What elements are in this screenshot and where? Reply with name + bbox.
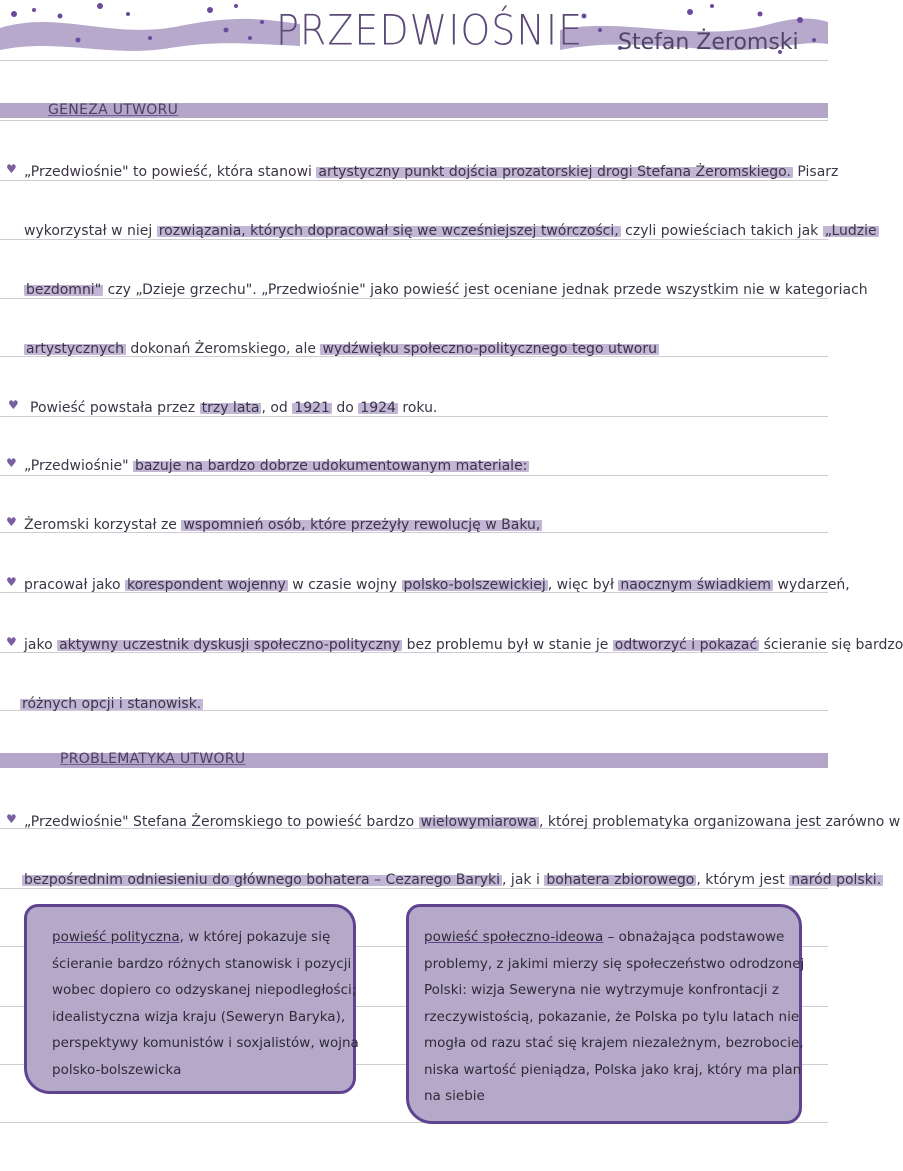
heart-bullet-icon: ♥	[6, 515, 17, 529]
text-line: „Przedwiośnie" Stefana Żeromskiego to powieść bardzo wielowymiarowa , której problematyka organizowana jest zarówno w	[24, 814, 901, 830]
text-line: jako aktywny uczestnik dyskusji społeczno-polityczny bez problemu był w stanie je odtworzyć i pokazać ścieranie się bardzo	[24, 637, 903, 653]
heart-bullet-icon: ♥	[6, 456, 17, 470]
heart-bullet-icon: ♥	[6, 162, 17, 176]
note-box-text: powieść społeczno-ideowa – obnażająca podstawowe problemy, z jakimi mierzy się społeczeństwo odrodzonej Polski: wizja Seweryna nie wytrzymuje konfrontacji z rzeczywistością, pokazanie, że Polska po tylu latach nie mogła od razu stać się krajem niezależnym, bezrobocie, niska wartość pieniądza, Polska jako kraj, który ma plan na siebie	[424, 929, 805, 1104]
heart-bullet-icon: ♥	[6, 812, 17, 826]
text-line: różnych opcji i stanowisk.	[22, 696, 202, 712]
author-name: Stefan Żeromski	[618, 30, 799, 55]
text-line: „Przedwiośnie" bazuje na bardzo dobrze udokumentowanym materiale:	[24, 458, 528, 474]
page-title: PRZEDWIOŚNIE	[276, 5, 584, 55]
section-title-geneza: GENEZA UTWORU	[48, 102, 179, 118]
text-line: bezdomni" czy „Dzieje grzechu". „Przedwiośnie" jako powieść jest oceniane jednak przede wszystkim nie w kategoriach	[26, 282, 868, 298]
text-line: pracował jako korespondent wojenny w czasie wojny polsko-bolszewickiej , więc był naocznym świadkiem wydarzeń,	[24, 577, 850, 593]
heart-bullet-icon: ♥	[6, 575, 17, 589]
note-box-text: powieść polityczna, w której pokazuje się ścieranie bardzo różnych stanowisk i pozycji wobec dopiero co odzyskanej niepodległości; idealistyczna wizja kraju (Seweryn Baryka), perspektywy komunistów i soxjalistów, wojna polsko-bolszewicka	[52, 929, 359, 1078]
heart-bullet-icon: ♥	[6, 635, 17, 649]
text-line: Żeromski korzystał ze wspomnień osób, które przeżyły rewolucję w Baku,	[24, 517, 541, 533]
text-line: wykorzystał w niej rozwiązania, których dopracował się we wcześniejszej twórczości, czyli powieściach takich jak „Ludzie	[24, 223, 877, 239]
rule	[0, 120, 828, 121]
text-line: artystycznych dokonań Żeromskiego, ale wydźwięku społeczno-politycznego tego utworu	[26, 341, 657, 357]
section-title-problematyka: PROBLEMATYKA UTWORU	[60, 751, 246, 767]
text-line: Powieść powstała przez trzy lata , od 1921 do 1924 roku.	[30, 400, 438, 416]
text-line: „Przedwiośnie" to powieść, która stanowi artystyczny punkt dojścia prozatorskiej drogi Stefana Żeromskiego. Pisarz	[24, 164, 839, 180]
heart-bullet-icon: ♥	[8, 398, 19, 412]
text-line: bezpośrednim odniesieniu do głównego bohatera – Cezarego Baryki , jak i bohatera zbiorowego , którym jest naród polski.	[24, 872, 882, 888]
